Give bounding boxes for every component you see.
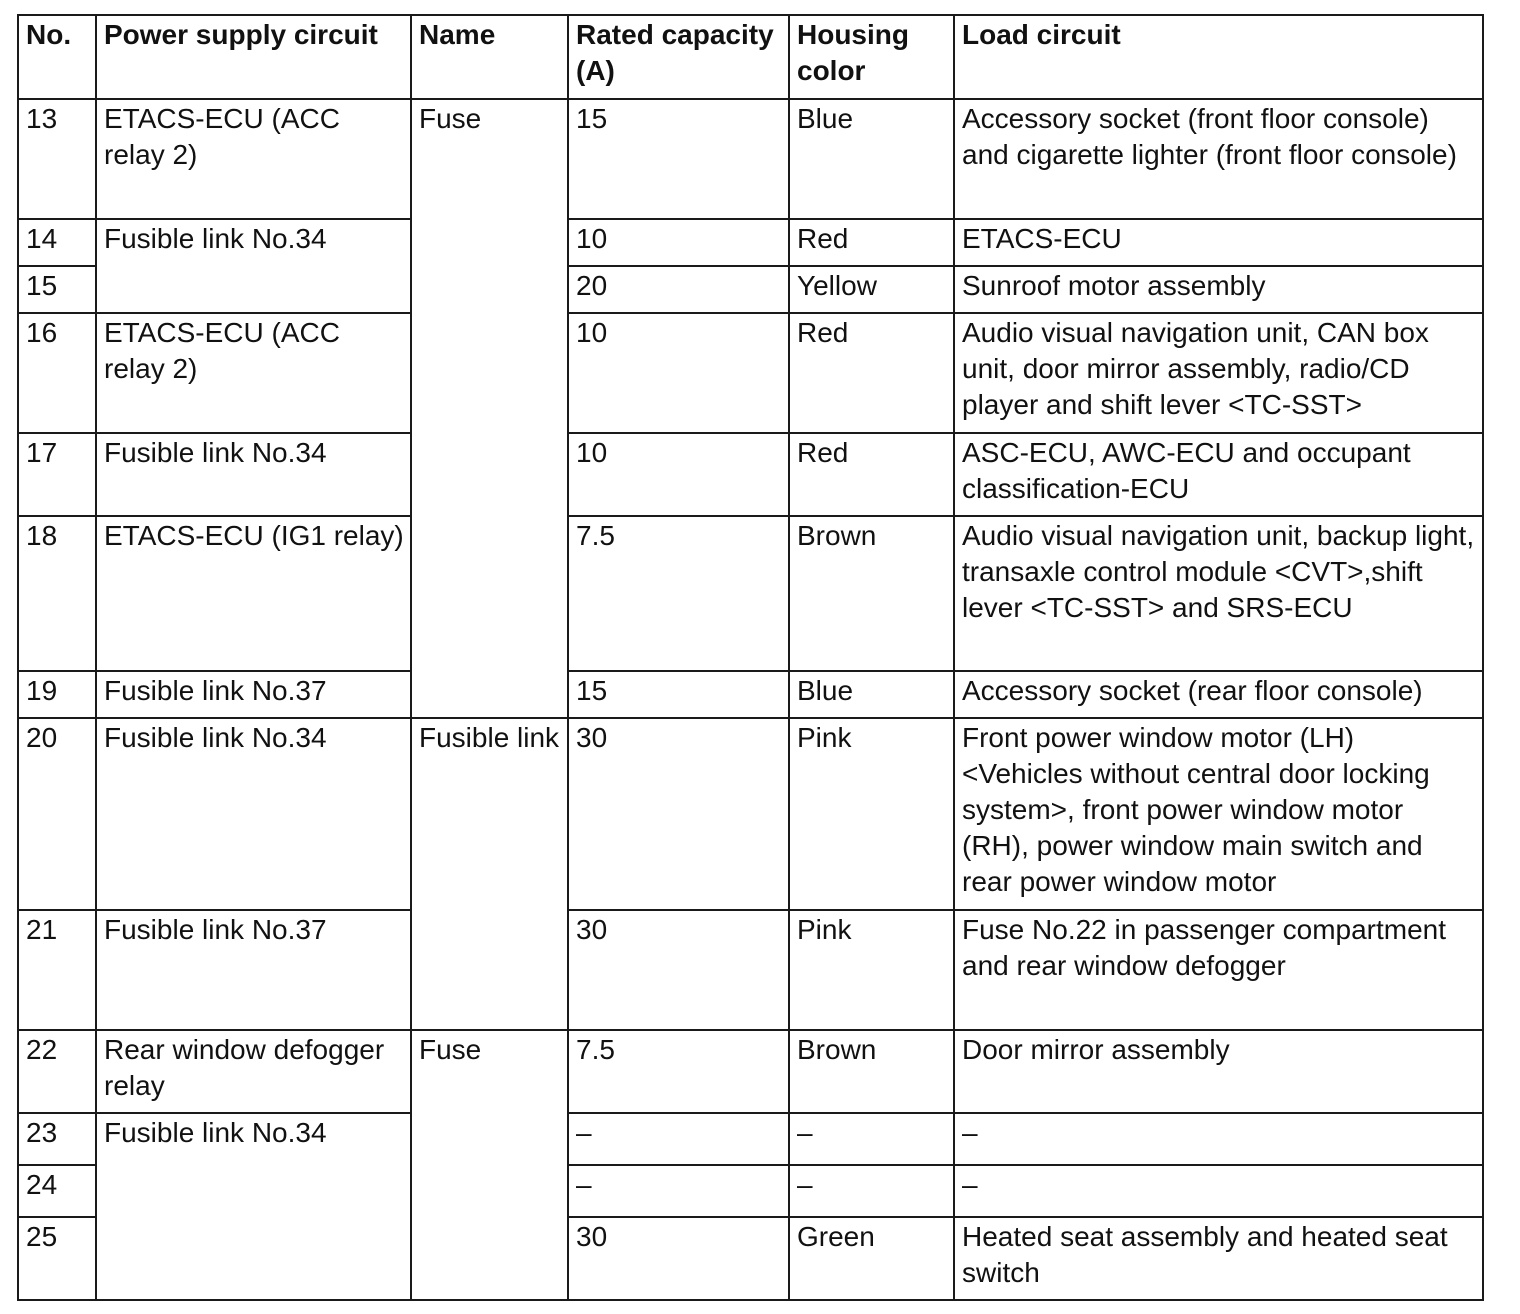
cell-load: Sunroof motor assembly	[954, 266, 1483, 313]
cell-rated: 15	[568, 99, 789, 219]
table-header-row	[18, 15, 1483, 99]
header-rated-capacity: Rated capacity (A)	[568, 15, 789, 99]
cell-rated: 10	[568, 219, 789, 266]
table-row	[18, 516, 1483, 671]
cell-load: –	[954, 1165, 1483, 1217]
cell-color: Brown	[789, 516, 954, 671]
cell-rated: 30	[568, 718, 789, 910]
cell-power-supply: Fusible link No.34	[96, 219, 411, 313]
header-no: No.	[18, 15, 96, 99]
cell-no: 20	[18, 718, 96, 910]
table-row	[18, 671, 1483, 718]
cell-no: 16	[18, 313, 96, 433]
cell-name: Fusible link	[411, 718, 568, 1030]
cell-no: 23	[18, 1113, 96, 1165]
cell-load: Heated seat assembly and heated seat switch	[954, 1217, 1483, 1300]
cell-rated: 10	[568, 313, 789, 433]
cell-rated: 30	[568, 910, 789, 1030]
cell-color: Blue	[789, 671, 954, 718]
cell-power-supply: Fusible link No.37	[96, 910, 411, 1030]
fuse-table	[17, 14, 1484, 1301]
cell-no: 14	[18, 219, 96, 266]
cell-name: Fuse	[411, 1030, 568, 1300]
cell-load: ETACS-ECU	[954, 219, 1483, 266]
cell-power-supply: ETACS-ECU (ACC relay 2)	[96, 313, 411, 433]
header-housing-color: Housing color	[789, 15, 954, 99]
table-row	[18, 910, 1483, 1030]
cell-rated: 7.5	[568, 1030, 789, 1113]
cell-load: Accessory socket (front floor console) and cigarette lighter (front floor console)	[954, 99, 1483, 219]
cell-power-supply: Fusible link No.34	[96, 1113, 411, 1300]
table-row	[18, 433, 1483, 516]
cell-no: 17	[18, 433, 96, 516]
cell-no: 18	[18, 516, 96, 671]
cell-power-supply: ETACS-ECU (ACC relay 2)	[96, 99, 411, 219]
cell-rated: 10	[568, 433, 789, 516]
cell-load: Door mirror assembly	[954, 1030, 1483, 1113]
cell-color: –	[789, 1165, 954, 1217]
cell-load: Front power window motor (LH) <Vehicles without central door locking system>, front power window motor (RH), power window main switch and rear power window motor	[954, 718, 1483, 910]
cell-color: Red	[789, 433, 954, 516]
table-row	[18, 718, 1483, 910]
table-row	[18, 1030, 1483, 1113]
cell-no: 24	[18, 1165, 96, 1217]
table-row	[18, 99, 1483, 219]
cell-load: ASC-ECU, AWC-ECU and occupant classification-ECU	[954, 433, 1483, 516]
cell-power-supply: Rear window defogger relay	[96, 1030, 411, 1113]
cell-no: 22	[18, 1030, 96, 1113]
cell-rated: 15	[568, 671, 789, 718]
cell-name: Fuse	[411, 99, 568, 718]
cell-color: Green	[789, 1217, 954, 1300]
table-row	[18, 219, 1483, 266]
header-load-circuit: Load circuit	[954, 15, 1483, 99]
header-name: Name	[411, 15, 568, 99]
cell-rated: 20	[568, 266, 789, 313]
header-power-supply-circuit: Power supply circuit	[96, 15, 411, 99]
cell-color: Red	[789, 219, 954, 266]
cell-no: 21	[18, 910, 96, 1030]
table-row	[18, 313, 1483, 433]
cell-color: Red	[789, 313, 954, 433]
table-row	[18, 1113, 1483, 1165]
cell-power-supply: ETACS-ECU (IG1 relay)	[96, 516, 411, 671]
cell-load: Accessory socket (rear floor console)	[954, 671, 1483, 718]
cell-load: –	[954, 1113, 1483, 1165]
cell-no: 13	[18, 99, 96, 219]
cell-load: Audio visual navigation unit, CAN box unit, door mirror assembly, radio/CD player and shift lever <TC-SST>	[954, 313, 1483, 433]
cell-rated: –	[568, 1113, 789, 1165]
cell-power-supply: Fusible link No.37	[96, 671, 411, 718]
cell-color: Brown	[789, 1030, 954, 1113]
cell-rated: 7.5	[568, 516, 789, 671]
cell-no: 19	[18, 671, 96, 718]
cell-power-supply: Fusible link No.34	[96, 718, 411, 910]
cell-color: Blue	[789, 99, 954, 219]
cell-no: 25	[18, 1217, 96, 1300]
cell-color: Pink	[789, 910, 954, 1030]
cell-load: Fuse No.22 in passenger compartment and rear window defogger	[954, 910, 1483, 1030]
cell-rated: 30	[568, 1217, 789, 1300]
cell-load: Audio visual navigation unit, backup light, transaxle control module <CVT>,shift lever <TC-SST> and SRS-ECU	[954, 516, 1483, 671]
cell-color: Yellow	[789, 266, 954, 313]
cell-no: 15	[18, 266, 96, 313]
cell-color: Pink	[789, 718, 954, 910]
cell-power-supply: Fusible link No.34	[96, 433, 411, 516]
cell-rated: –	[568, 1165, 789, 1217]
cell-color: –	[789, 1113, 954, 1165]
